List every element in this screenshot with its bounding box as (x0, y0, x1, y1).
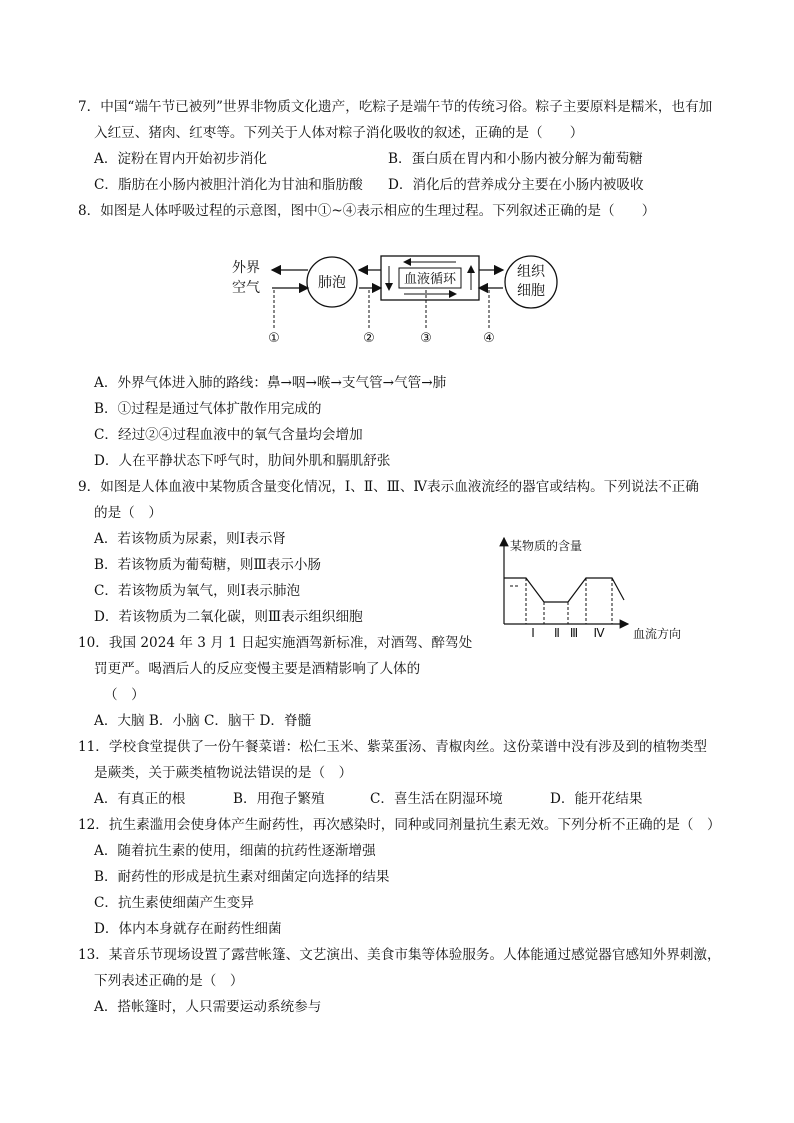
tissue-label-1: 组织 (517, 264, 545, 280)
q12-option-c: C．抗生素使细菌产生变异 (94, 895, 254, 911)
q11-stem-line2: 是蕨类，关于蕨类植物说法错误的是（ ） (94, 765, 353, 781)
q13-stem-line2: 下列表述正确的是（ ） (94, 973, 244, 989)
graph-y-label: 某物质的含量 (510, 539, 583, 553)
q11-option-a: A．有真正的根 (94, 791, 186, 807)
q9-stem-line2: 的是（ ） (94, 505, 162, 521)
segment-1-label: Ⅰ (531, 626, 535, 640)
q13-option-a: A．搭帐篷时，人只需要运动系统参与 (94, 999, 322, 1015)
q10-stem-line1: 10．我国 2024 年 3 月 1 日起实施酒驾新标准，对酒驾、醉驾处 (78, 635, 473, 651)
q8-option-d: D．人在平静状态下呼气时，肋间外肌和膈肌舒张 (94, 453, 391, 469)
q12-option-d: D．体内本身就存在耐药性细菌 (94, 921, 282, 937)
q7-option-c: C．脂肪在小肠内被胆汁消化为甘油和脂肪酸 (94, 177, 363, 193)
q11-option-d: D．能开花结果 (550, 791, 643, 807)
q9-option-b: B．若该物质为葡萄糖，则Ⅲ表示小肠 (94, 557, 322, 573)
q7-stem-line2: 入红豆、猪肉、红枣等。下列关于人体对粽子消化吸收的叙述，正确的是（ ） (94, 125, 584, 141)
process-3-label: ③ (420, 331, 432, 346)
tissue-label-2: 细胞 (517, 283, 545, 299)
q8-option-c: C．经过②④过程血液中的氧气含量均会增加 (94, 427, 363, 443)
segment-3-label: Ⅲ (569, 626, 579, 640)
q7-option-a: A．淀粉在胃内开始初步消化 (94, 151, 267, 167)
q11-option-b: B．用孢子繁殖 (233, 791, 325, 807)
q8-option-a: A．外界气体进入肺的路线：鼻→咽→喉→支气管→气管→肺 (94, 375, 447, 391)
process-4-label: ④ (483, 331, 495, 346)
q10-stem-line3: （ ） (104, 687, 145, 703)
q12-option-b: B．耐药性的形成是抗生素对细菌定向选择的结果 (94, 869, 390, 885)
q11-option-c: C．喜生活在阴湿环境 (370, 791, 503, 807)
q11-stem-line1: 11．学校食堂提供了一份午餐菜谱：松仁玉米、紫菜蛋汤、青椒肉丝。这份菜谱中没有涉及到的植物类型 (78, 739, 708, 755)
q10-options: A．大脑 B．小脑 C．脑干 D．脊髓 (94, 713, 312, 729)
q7-option-d: D．消化后的营养成分主要在小肠内被吸收 (388, 177, 644, 193)
q8-stem: 8．如图是人体呼吸过程的示意图，图中①~④表示相应的生理过程。下列叙述正确的是（ ） (78, 203, 656, 219)
q9-option-a: A．若该物质为尿素，则Ⅰ表示肾 (94, 531, 286, 547)
q7-stem-line1: 7．中国“端午节已被列”世界非物质文化遗产，吃粽子是端午节的传统习俗。粽子主要原料是糯米，也有加 (78, 99, 713, 115)
respiration-diagram (226, 250, 566, 350)
process-1-label: ① (268, 331, 280, 346)
q12-option-a: A．随着抗生素的使用，细菌的抗药性逐渐增强 (94, 843, 376, 859)
segment-2-label: Ⅱ (554, 626, 560, 640)
alveoli-label: 肺泡 (318, 275, 346, 291)
graph-x-label: 血流方向 (633, 627, 682, 641)
outside-air-label-1: 外界 (232, 260, 260, 276)
q10-stem-line2: 罚更严。喝酒后人的反应变慢主要是酒精影响了人体的 (94, 661, 421, 677)
q9-option-d: D．若该物质为二氧化碳，则Ⅲ表示组织细胞 (94, 609, 363, 625)
substance-content-graph (496, 534, 696, 644)
content-curve (504, 578, 624, 602)
segment-4-label: Ⅳ (593, 626, 605, 640)
q7-option-b: B．蛋白质在胃内和小肠内被分解为葡萄糖 (388, 151, 643, 167)
outside-air-label-2: 空气 (232, 280, 260, 296)
q13-stem-line1: 13．某音乐节现场设置了露营帐篷、文艺演出、美食市集等体验服务。人体能通过感觉器官感知外界刺激， (78, 947, 721, 963)
q8-option-b: B．①过程是通过气体扩散作用完成的 (94, 401, 322, 417)
q9-option-c: C．若该物质为氧气，则Ⅰ表示肺泡 (94, 583, 301, 599)
q9-stem-line1: 9．如图是人体血液中某物质含量变化情况，Ⅰ、Ⅱ、Ⅲ、Ⅳ表示血液流经的器官或结构。下列说法不正确 (78, 479, 699, 495)
circulation-label: 血液循环 (403, 272, 457, 287)
q12-stem: 12．抗生素滥用会使身体产生耐药性，再次感染时，同种或同剂量抗生素无效。下列分析不正确的是（ ） (78, 817, 721, 833)
process-2-label: ② (363, 331, 375, 346)
